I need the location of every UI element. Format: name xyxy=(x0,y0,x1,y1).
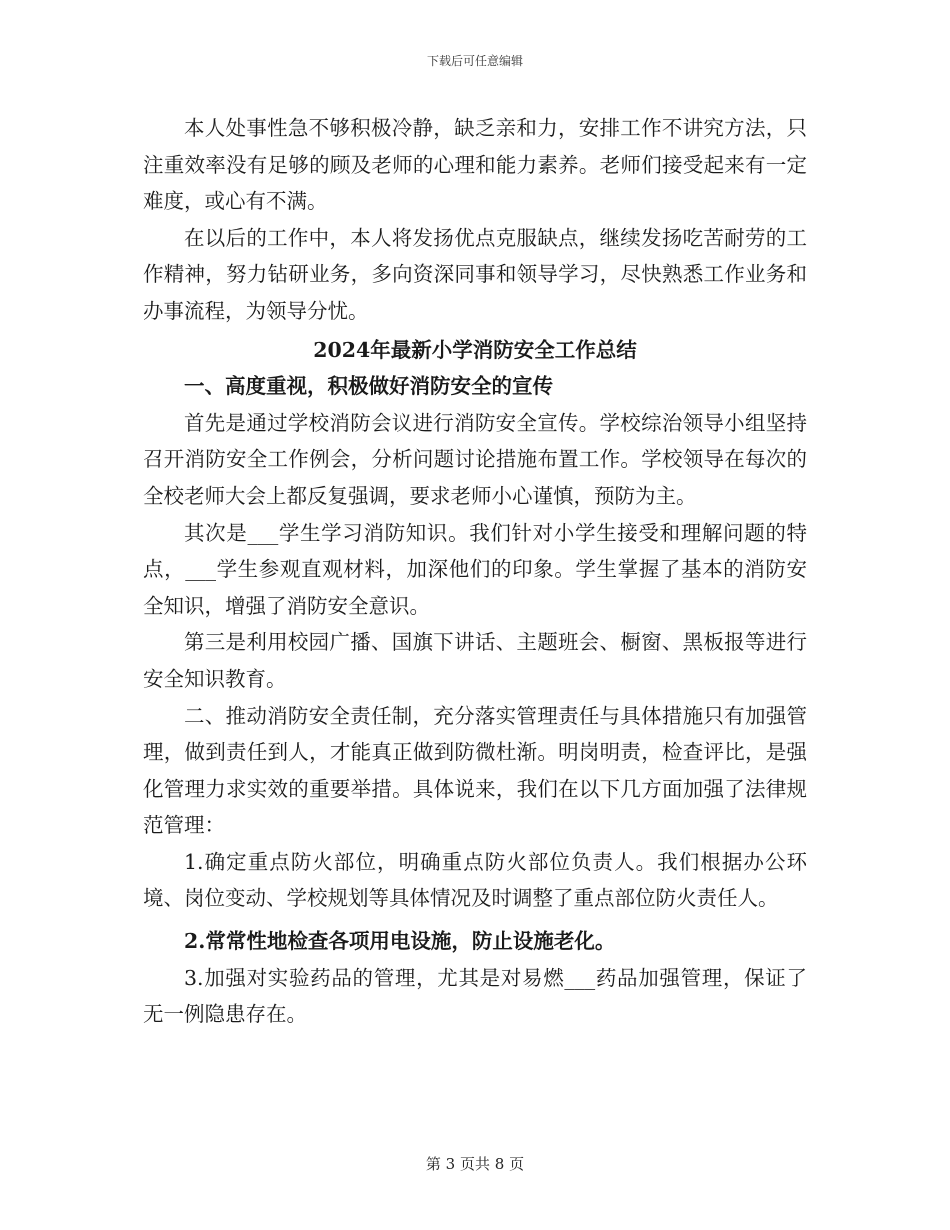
paragraph: 其次是___学生学习消防知识。我们针对小学生接受和理解问题的特点，___学生参观直观材料，加深他们的印象。学生掌握了基本的消防安全知识，增强了消防安全意识。 xyxy=(143,520,807,618)
page-number: 第 3 页共 8 页 xyxy=(425,1155,525,1173)
paragraph: 第三是利用校园广播、国旗下讲话、主题班会、橱窗、黑板报等进行安全知识教育。 xyxy=(143,630,807,691)
list-item: 3.加强对实验药品的管理，尤其是对易燃___药品加强管理，保证了无一例隐患存在。 xyxy=(143,965,807,1027)
section-heading: 一、高度重视，积极做好消防安全的宣传 xyxy=(184,374,553,399)
paragraph: 二、推动消防安全责任制，充分落实管理责任与具体措施只有加强管理，做到责任到人，才能真正做到防微杜渐。明岗明责，检查评比，是强化管理力求实效的重要举措。具体说来，我们在以下几方面加强了法律规范管理： xyxy=(143,703,807,838)
document-title: 2024年最新小学消防安全工作总结 xyxy=(313,337,637,362)
page-header: 下载后可任意编辑 xyxy=(426,54,523,68)
list-item-bold: 2.常常性地检查各项用电设施，防止设施老化。 xyxy=(184,929,616,954)
paragraph: 首先是通过学校消防会议进行消防安全宣传。学校综治领导小组坚持召开消防安全工作例会，分析问题讨论措施布置工作。学校领导在每次的全校老师大会上都反复强调，要求老师小心谨慎，预防为主。 xyxy=(143,410,807,508)
document-body xyxy=(143,110,807,1033)
list-item: 1.确定重点防火部位，明确重点防火部位负责人。我们根据办公环境、岗位变动、学校规划等具体情况及时调整了重点部位防火责任人。 xyxy=(143,849,807,911)
paragraph: 在以后的工作中，本人将发扬优点克服缺点，继续发扬吃苦耐劳的工作精神，努力钻研业务，多向资深同事和领导学习，尽快熟悉工作业务和办事流程，为领导分忧。 xyxy=(143,225,807,323)
paragraph: 本人处事性急不够积极冷静，缺乏亲和力，安排工作不讲究方法，只注重效率没有足够的顾及老师的心理和能力素养。老师们接受起来有一定难度，或心有不满。 xyxy=(143,116,807,214)
